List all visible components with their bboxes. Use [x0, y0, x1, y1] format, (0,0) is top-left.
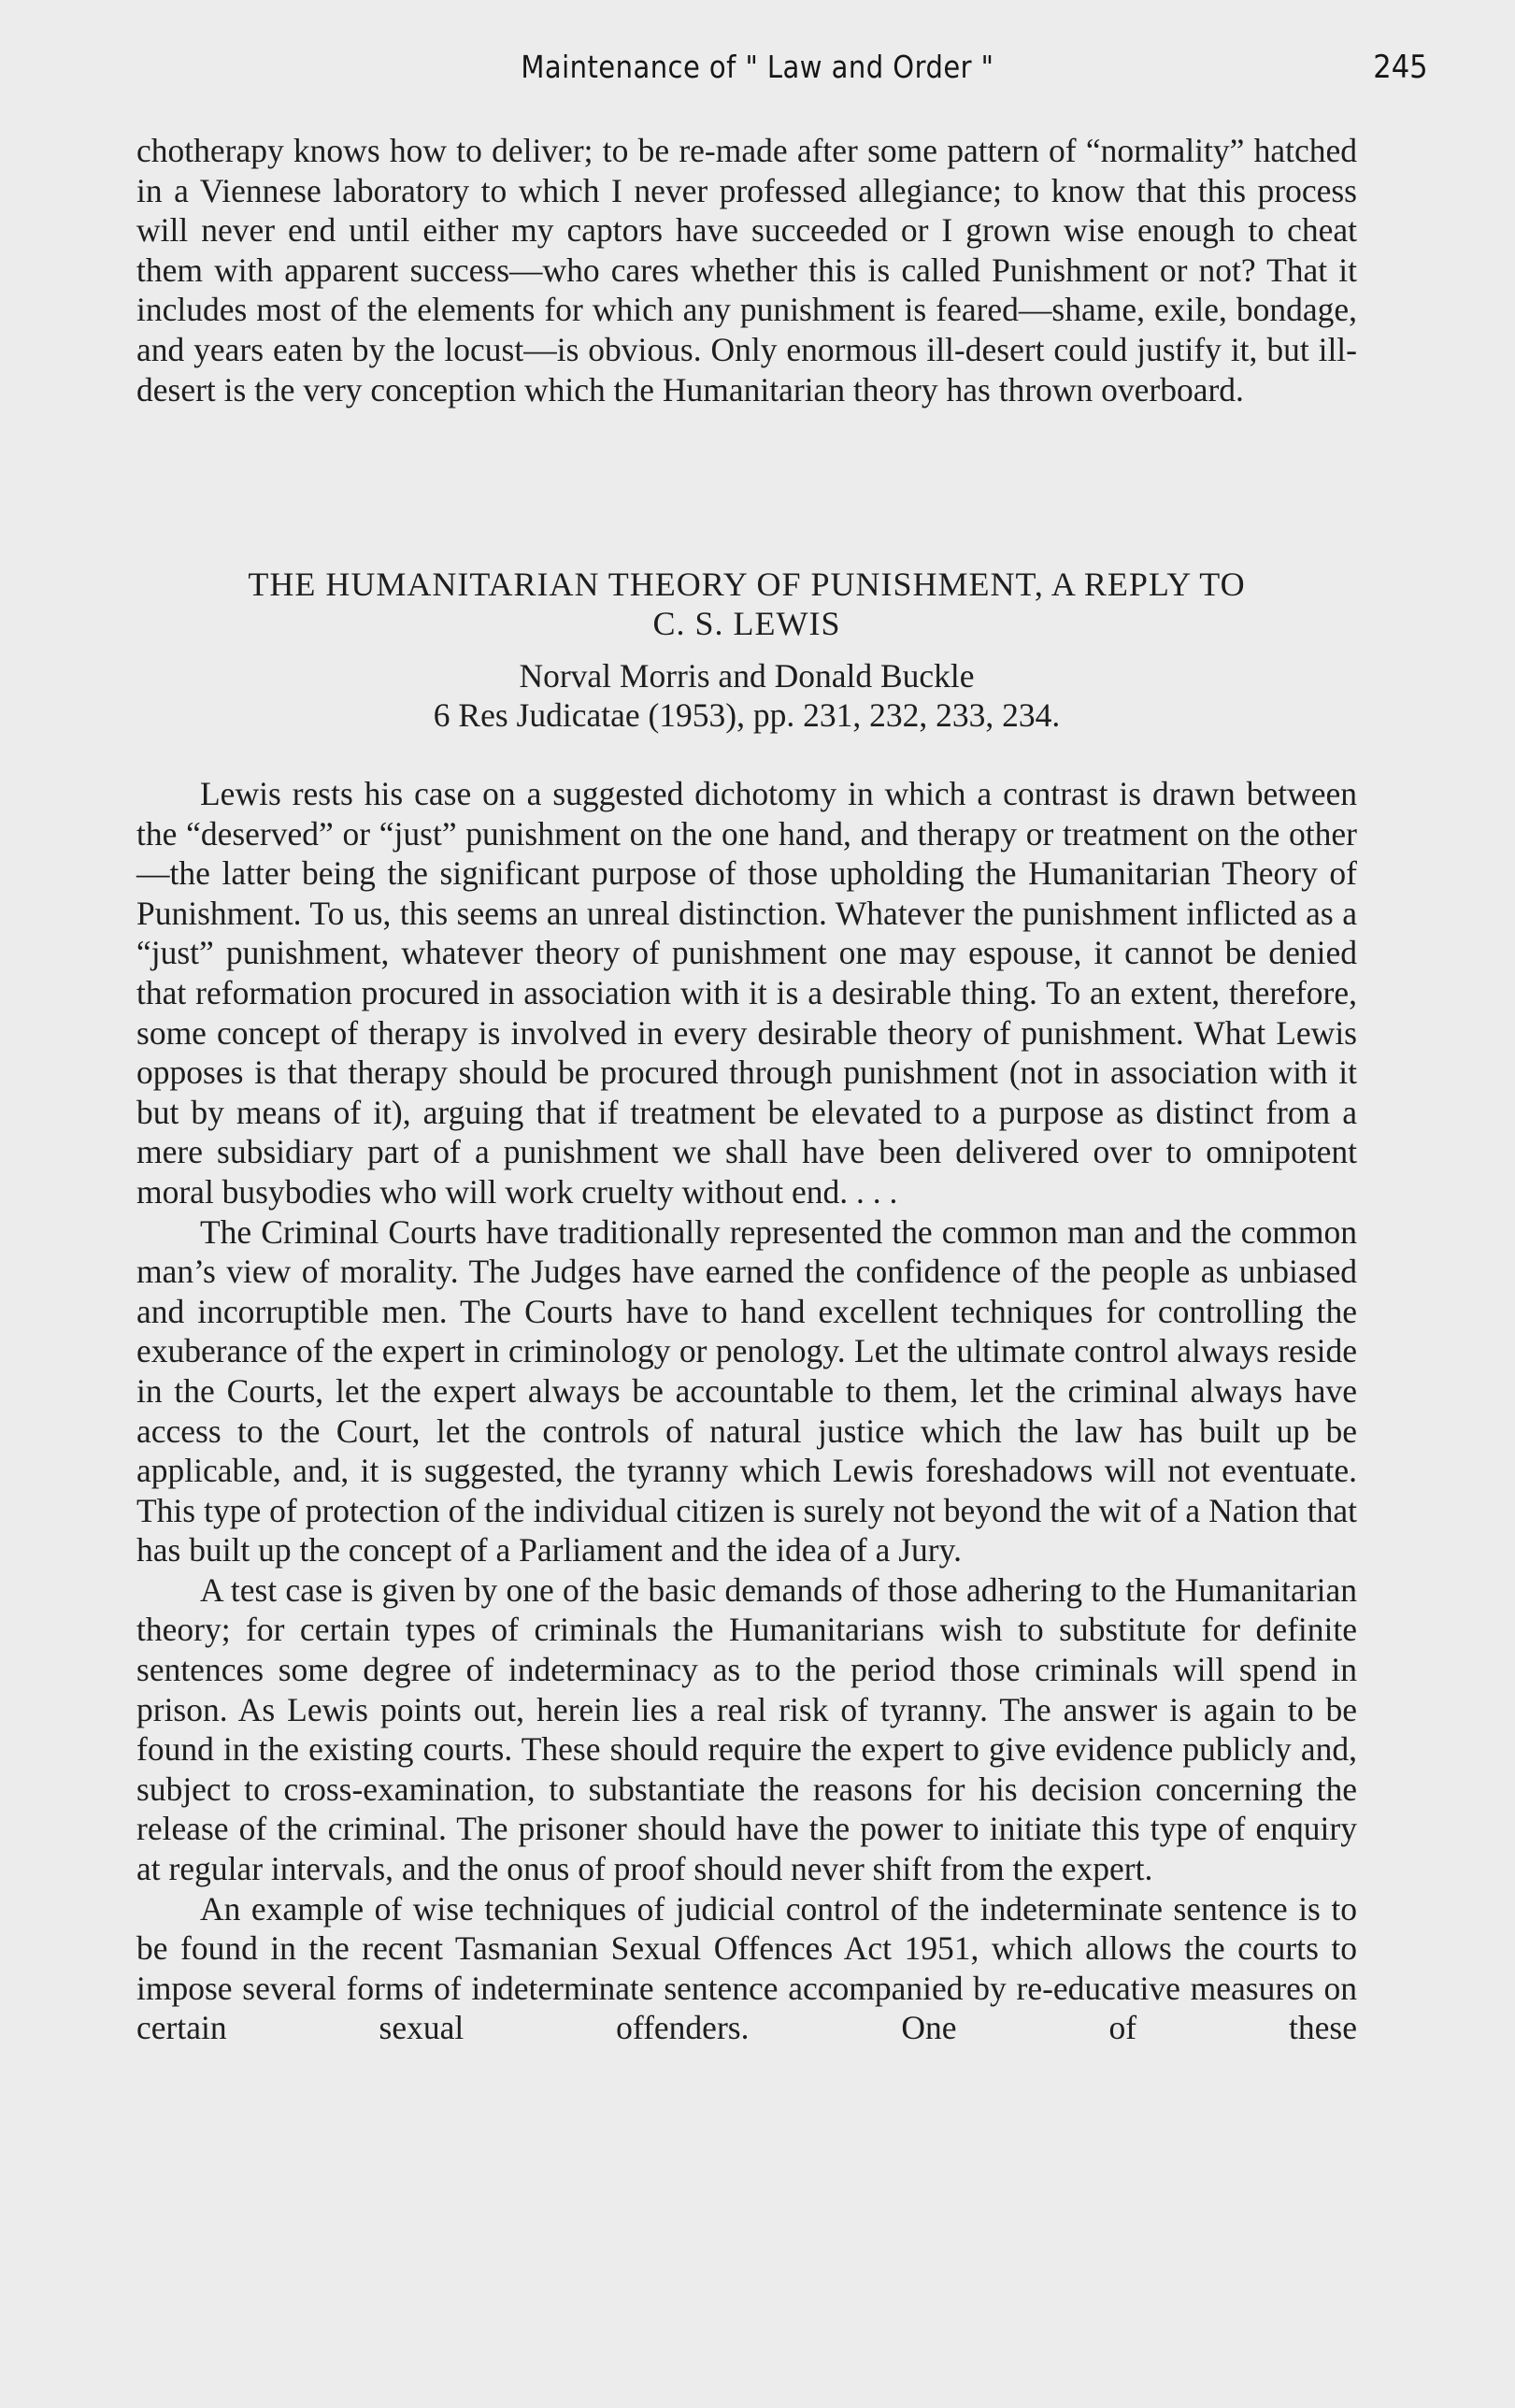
article-title: [136, 565, 1357, 643]
article-authors: Norval Morris and Donald Buckle: [519, 657, 975, 695]
body-paragraph: The Criminal Courts have traditionally represented the common man and the common man’s view of morality. The Judges have earned the confidence of the people as unbiased and incorruptible men. The Courts have to hand excellent techniques for controlling the exuberance of the expert in criminology or penology. Let the ultimate control always reside in the Courts, let the expert always be accountable to them, let the criminal always have access to the Court, let the controls of natural justice which the law has built up be applicable, and, it is suggested, the tyranny which Lewis foreshadows will not eventuate. This type of protection of the individual citizen is surely not beyond the wit of a Nation that has built up the concept of a Parliament and the idea of a Jury.: [136, 1212, 1357, 1570]
article-title-line-1: THE HUMANITARIAN THEORY OF PUNISHMENT, A REPLY TO: [248, 566, 1246, 603]
continuation-text: [136, 131, 1357, 409]
continuation-paragraph: chotherapy knows how to deliver; to be re-made after some pattern of “normality” hatched in a Viennese laboratory to which I never professed allegiance; to know that this process will never end until either my captors have succeeded or I grown wise enough to cheat them with apparent success—who cares whether this is called Punishment or not? That it includes most of the elements for which any punishment is feared—shame, exile, bondage, and years eaten by the locust—is obvious. Only enormous ill-desert could justify it, but ill-desert is the very conception which the Humanitarian theory has thrown overboard.: [136, 132, 1357, 408]
article-body: [136, 774, 1357, 2048]
running-title: Maintenance of " Law and Order ": [521, 49, 994, 85]
page-number: 245: [1373, 49, 1428, 86]
article-title-line-2: C. S. LEWIS: [652, 605, 841, 642]
article-citation: 6 Res Judicatae (1953), pp. 231, 232, 233, 234.: [433, 696, 1061, 734]
body-paragraph: A test case is given by one of the basic demands of those adhering to the Humanitarian theory; for certain types of criminals the Humanitarians wish to substitute for definite sentences some degree of indeterminacy as to the period those criminals will spend in prison. As Lewis points out, herein lies a real risk of tyranny. The answer is again to be found in the existing courts. These should require the expert to give evidence publicly and, subject to cross-examination, to substantiate the reasons for his decision concerning the release of the criminal. The prisoner should have the power to initiate this type of enquiry at regular intervals, and the onus of proof should never shift from the expert.: [136, 1570, 1357, 1888]
article-heading: [136, 565, 1357, 735]
body-paragraph: Lewis rests his case on a suggested dichotomy in which a contrast is drawn between the “deserved” or “just” punishment on the one hand, and therapy or treatment on the other—the latter being the significant purpose of those upholding the Humanitarian Theory of Punishment. To us, this seems an unreal distinction. Whatever the punishment inflicted as a “just” punishment, whatever theory of punishment one may espouse, it cannot be denied that reformation procured in association with it is a desirable thing. To an extent, therefore, some concept of therapy is involved in every desirable theory of punishment. What Lewis opposes is that therapy should be procured through punishment (not in association with it but by means of it), arguing that if treatment be elevated to a purpose as distinct from a mere subsidiary part of a punishment we shall have been delivered over to omnipotent moral busybodies who will work cruelty without end. . . .: [136, 775, 1357, 1211]
running-head: [0, 49, 1515, 95]
body-paragraph: An example of wise techniques of judicial control of the indeterminate sentence is to be found in the recent Tasmanian Sexual Offences Act 1951, which allows the courts to impose several forms of indeterminate sentence accompanied by re-educative measures on certain sexual offenders. One of these: [136, 1889, 1357, 2047]
